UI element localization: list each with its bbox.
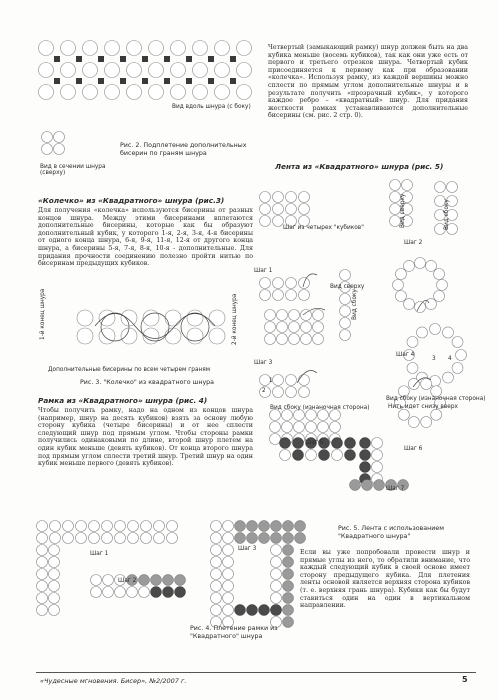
bead: [143, 310, 159, 326]
bead: [63, 521, 74, 532]
footer-rule: [36, 672, 476, 673]
bead: [211, 581, 222, 592]
bead: [280, 438, 291, 449]
bead: [260, 290, 271, 301]
bead: [398, 409, 409, 420]
fig2-label-section: Вид в сечении шнура (сверху): [40, 164, 106, 176]
bead: [39, 41, 54, 56]
bead: [283, 545, 294, 556]
bead: [105, 63, 120, 78]
fig5-side-view2: Вид сбоку: [352, 289, 358, 320]
bead: [426, 260, 437, 271]
bead: [237, 41, 252, 56]
bead: [223, 545, 234, 556]
bead: [408, 417, 419, 428]
bead: [273, 216, 284, 227]
bead: [223, 593, 234, 604]
bead: [271, 593, 282, 604]
bead: [332, 450, 343, 461]
bead: [299, 290, 310, 301]
bead: [91, 575, 102, 586]
bead: [404, 299, 415, 310]
bead: [237, 85, 252, 100]
bead: [340, 294, 351, 305]
frame-heading: Рамка из «Квадратного» шнура (рис. 4): [38, 396, 208, 405]
bead: [175, 587, 186, 598]
bead: [149, 85, 164, 100]
bead: [211, 593, 222, 604]
bead: [259, 605, 270, 616]
bead: [103, 575, 114, 586]
bead: [434, 291, 445, 302]
right-top-text: Четвертый (замыкающий рамку) шнур должен быть на два кубика меньше (восемь кубиков), так как они уже есть от первого и третьего отрезков шнура. Четвертый кубик присоединяется к первому как при образовании «колечка». Используя рамку, из каждой вершины можно сплести по прямым углом дополнительные шнуры и в результате получить «прозрачный кубик», у которого каждое ребро – «квадратный» шнур. Для придания жесткости рамках устанавливаются дополнительные бисерины (см. рис. 2 стр. 0).: [268, 44, 468, 120]
extra-bead: [186, 78, 192, 84]
bead: [193, 63, 208, 78]
bead: [141, 533, 152, 544]
bead: [260, 278, 271, 289]
bead: [390, 192, 401, 203]
bead: [37, 593, 48, 604]
bead: [215, 85, 230, 100]
bead: [154, 521, 165, 532]
fig3-caption: Рис. 3. "Колечко" из квадратного шнура: [80, 379, 215, 386]
bead: [408, 378, 419, 389]
bead: [299, 204, 310, 215]
bead: [127, 85, 142, 100]
bead: [273, 375, 284, 386]
extra-bead: [54, 78, 60, 84]
fig2-label-along: Вид вдоль шнура (с боку): [172, 104, 251, 110]
bead: [294, 410, 305, 421]
bead: [306, 450, 317, 461]
fig2-section: [40, 130, 70, 160]
fig5-side-view: Вид сбоку: [444, 199, 450, 230]
bead: [443, 372, 454, 383]
bead: [91, 587, 102, 598]
bead: [273, 290, 284, 301]
extra-bead: [76, 56, 82, 62]
bead: [402, 180, 413, 191]
bead: [49, 605, 60, 616]
fig5-step1: Шаг 1: [254, 268, 273, 274]
bead: [209, 328, 225, 344]
fig2-bead-grid: [38, 40, 268, 130]
bead: [271, 545, 282, 556]
bead: [63, 533, 74, 544]
fig3-label-extra: Дополнительные бисерины по всем четырем граням: [48, 367, 211, 373]
bead: [345, 438, 356, 449]
bead: [61, 63, 76, 78]
bead: [340, 330, 351, 341]
bead: [121, 328, 137, 344]
bead: [306, 422, 317, 433]
bead: [313, 334, 324, 345]
fig5-n1: 1: [269, 378, 273, 384]
bead: [50, 533, 61, 544]
bead: [128, 521, 139, 532]
bead: [175, 575, 186, 586]
bead: [103, 587, 114, 598]
bead: [270, 410, 281, 421]
bead: [286, 387, 297, 398]
extra-bead: [120, 78, 126, 84]
bead: [223, 605, 234, 616]
bead: [187, 310, 203, 326]
bead: [289, 334, 300, 345]
bead: [163, 575, 174, 586]
bead: [61, 85, 76, 100]
extra-bead: [164, 78, 170, 84]
fig5-n4: 4: [448, 356, 452, 362]
fig3-label-end2: 2-й конец шнура: [232, 293, 238, 345]
bead: [289, 310, 300, 321]
fig2-caption: Рис. 2. Подплетение дополнительных бисерин по граням шнура: [120, 142, 247, 157]
bead: [37, 605, 48, 616]
extra-bead: [208, 78, 214, 84]
bead: [209, 310, 225, 326]
bead: [167, 533, 178, 544]
fig5-top-view: Вид сверху: [400, 193, 406, 228]
fig4-step3: Шаг 3: [238, 546, 257, 552]
fig5-step4: Шаг 4: [396, 352, 415, 358]
bead: [165, 310, 181, 326]
bead: [404, 260, 415, 271]
bead: [235, 605, 246, 616]
bead: [211, 545, 222, 556]
bead: [286, 204, 297, 215]
bead: [171, 41, 186, 56]
bead: [127, 41, 142, 56]
bead: [390, 216, 401, 227]
bead: [431, 409, 442, 420]
tape-body: Если вы уже попробовали провести шнур и прямые углы из него, то обратили внимание, что каждый следующий кубик в своей основе имеет сторону предыдущего кубика. Для плетения ленты основой является верхняя сторона кубиков (т. е. верхняя грань шнура). Кубики как бы будут ставиться один на один в вертикальном направлении.: [300, 549, 470, 610]
bead: [340, 306, 351, 317]
bead: [83, 85, 98, 100]
fig5-top-view2: Вид сверху: [330, 284, 365, 290]
fig5-step5: Шаг 5: [305, 440, 324, 446]
extra-bead: [142, 78, 148, 84]
bead: [415, 302, 426, 313]
bead: [77, 310, 93, 326]
page-number: 5: [462, 675, 468, 684]
bead: [395, 291, 406, 302]
bead: [421, 378, 432, 389]
bead: [273, 278, 284, 289]
bead: [270, 434, 281, 445]
fig5-step3: Шаг 3: [254, 360, 273, 366]
bead: [299, 387, 310, 398]
bead: [193, 41, 208, 56]
fig5-side-inner: Вид сбоку (изнаночная сторона): [270, 405, 370, 411]
bead: [345, 450, 356, 461]
bead: [127, 63, 142, 78]
bead: [83, 63, 98, 78]
bead: [407, 363, 418, 374]
bead: [139, 575, 150, 586]
fig5-n3: 3: [432, 356, 436, 362]
bead: [49, 545, 60, 556]
bead: [154, 533, 165, 544]
bead: [430, 324, 441, 335]
bead: [37, 533, 48, 544]
bead: [273, 192, 284, 203]
bead: [149, 41, 164, 56]
bead: [215, 41, 230, 56]
bead: [294, 422, 305, 433]
bead: [163, 587, 174, 598]
fig5-n2: 2: [262, 388, 266, 394]
bead: [452, 363, 463, 374]
bead: [102, 521, 113, 532]
bead: [280, 450, 291, 461]
bead: [141, 521, 152, 532]
bead: [167, 521, 178, 532]
bead: [372, 462, 383, 473]
extra-bead: [142, 56, 148, 62]
fig5-step7: Шаг 7: [386, 486, 405, 492]
bead: [265, 322, 276, 333]
bead: [211, 605, 222, 616]
bead: [151, 587, 162, 598]
bead: [360, 450, 371, 461]
bead: [37, 557, 48, 568]
fig3-label-end1: 1-й конец шнура: [40, 288, 46, 340]
bead: [211, 557, 222, 568]
bead: [293, 438, 304, 449]
bead: [105, 41, 120, 56]
bead: [171, 85, 186, 100]
bead: [318, 410, 329, 421]
bead: [435, 182, 446, 193]
bead: [340, 270, 351, 281]
bead: [270, 422, 281, 433]
bead: [374, 480, 385, 491]
ring-body: Для получения «колечка» используются бисерины от разных концов шнура. Между этими бисеринами вплетаются дополнительные бисерины, которые как бы образуют дополнительный кубик, у которого 1-я, 2-я, 3-я, 4-я бисерины от одного конца шнура, 6-я, 9-я, 11-я, 12-я от другого конца шнура, а бисерины 5-я, 7-я, 8-я, 10-я - дополнительные. Для придания прочности соединению полезно пройти нитью по бисеринам предыдущих кубиков.: [38, 207, 253, 268]
bead: [39, 85, 54, 100]
bead: [434, 269, 445, 280]
bead: [318, 422, 329, 433]
fig5-thread-up: Нить идет снизу вверх: [388, 404, 458, 410]
bead: [362, 480, 373, 491]
bead: [139, 587, 150, 598]
bead: [61, 41, 76, 56]
bead: [277, 310, 288, 321]
bead: [193, 85, 208, 100]
fig5-caption: Рис. 5. Лента с использованием "Квадратного шнура": [338, 525, 444, 540]
bead: [49, 581, 60, 592]
bead: [421, 417, 432, 428]
bead: [426, 299, 437, 310]
bead: [76, 533, 87, 544]
bead: [39, 63, 54, 78]
fig4-diagram: [36, 520, 296, 640]
bead: [171, 63, 186, 78]
bead: [273, 387, 284, 398]
bead: [49, 557, 60, 568]
bead: [286, 375, 297, 386]
ring-heading: «Колечко» из «Квадратного» шнура (рис.3): [38, 196, 225, 205]
bead: [372, 438, 383, 449]
bead: [77, 328, 93, 344]
bead: [447, 182, 458, 193]
extra-bead: [76, 78, 82, 84]
bead: [223, 569, 234, 580]
bead: [237, 63, 252, 78]
bead: [211, 569, 222, 580]
bead: [265, 334, 276, 345]
bead: [360, 462, 371, 473]
bead: [313, 322, 324, 333]
extra-bead: [120, 56, 126, 62]
bead: [247, 605, 258, 616]
bead: [165, 328, 181, 344]
fig5-four-cubes: Шаг из четырех "кубиков": [283, 225, 364, 231]
bead: [151, 575, 162, 586]
bead: [271, 605, 282, 616]
bead: [115, 533, 126, 544]
bead: [282, 422, 293, 433]
footer-journal: «Чудесные мгновения. Бисер», №2/2007 г.: [40, 677, 187, 685]
bead: [306, 410, 317, 421]
bead: [223, 533, 234, 544]
bead: [415, 258, 426, 269]
bead: [299, 375, 310, 386]
bead: [215, 63, 230, 78]
extra-bead: [98, 78, 104, 84]
bead: [211, 521, 222, 532]
tape-heading: Лента из «Квадратного» шнура (рис. 5): [275, 162, 444, 171]
bead: [277, 334, 288, 345]
bead: [289, 322, 300, 333]
bead: [437, 280, 448, 291]
bead: [223, 521, 234, 532]
bead: [277, 322, 288, 333]
bead: [89, 533, 100, 544]
fig3-diagram: [75, 293, 245, 356]
bead: [330, 410, 341, 421]
bead: [452, 337, 463, 348]
bead: [282, 410, 293, 421]
extra-bead: [186, 56, 192, 62]
bead: [37, 545, 48, 556]
bead: [301, 322, 312, 333]
bead: [102, 533, 113, 544]
extra-bead: [230, 78, 236, 84]
fig4-step1: Шаг 1: [90, 551, 109, 557]
bead: [340, 318, 351, 329]
bead: [265, 310, 276, 321]
bead: [260, 192, 271, 203]
bead: [283, 557, 294, 568]
extra-bead: [164, 56, 170, 62]
bead: [49, 593, 60, 604]
bead: [121, 310, 137, 326]
bead: [105, 85, 120, 100]
bead: [49, 569, 60, 580]
bead: [283, 569, 294, 580]
bead: [395, 269, 406, 280]
bead: [83, 41, 98, 56]
bead: [443, 327, 454, 338]
bead: [127, 587, 138, 598]
bead: [50, 521, 61, 532]
fig5-step6: Шаг 6: [404, 446, 423, 452]
bead: [89, 521, 100, 532]
bead: [390, 180, 401, 191]
bead: [407, 337, 418, 348]
bead: [332, 438, 343, 449]
bead: [372, 450, 383, 461]
bead: [223, 581, 234, 592]
bead: [37, 569, 48, 580]
bead: [271, 557, 282, 568]
bead: [235, 533, 246, 544]
bead: [260, 216, 271, 227]
bead: [128, 533, 139, 544]
bead: [456, 350, 467, 361]
bead: [37, 521, 48, 532]
bead: [271, 581, 282, 592]
bead: [37, 581, 48, 592]
frame-body: Чтобы получить рамку, надо на одном из концов шнура (например, шнур на десять кубиков) взять за основу любую сторону кубика (четыре бисерины) и от нее сплести следующий шнур под прямым углом. Чтобы стороны рамки получились одинаковыми по длине, второй шнур плетем на один кубик меньше (девять кубиков). От конца второго шнура под прямым углом сплести третий шнур. Третий шнур на один кубик меньше первого (девять кубиков).: [38, 407, 253, 468]
bead: [390, 204, 401, 215]
bead: [360, 438, 371, 449]
bead: [271, 569, 282, 580]
extra-bead: [208, 56, 214, 62]
bead: [283, 605, 294, 616]
bead: [293, 450, 304, 461]
fig4-step2: Шаг 2: [118, 578, 137, 584]
bead: [283, 581, 294, 592]
bead: [187, 328, 203, 344]
extra-bead: [98, 56, 104, 62]
fig5-step2: Шаг 2: [404, 240, 423, 246]
bead: [235, 521, 246, 532]
bead: [417, 327, 428, 338]
bead: [301, 310, 312, 321]
bead: [115, 521, 126, 532]
bead: [115, 587, 126, 598]
bead: [299, 192, 310, 203]
bead: [211, 533, 222, 544]
fig5-side-inner2: Вид сбоку (изнаночная сторона): [386, 396, 486, 402]
bead: [301, 334, 312, 345]
bead: [260, 204, 271, 215]
extra-bead: [230, 56, 236, 62]
bead: [223, 557, 234, 568]
bead: [313, 310, 324, 321]
extra-bead: [54, 56, 60, 62]
bead: [76, 521, 87, 532]
bead: [286, 278, 297, 289]
bead: [273, 204, 284, 215]
bead: [319, 450, 330, 461]
bead: [286, 192, 297, 203]
bead: [330, 422, 341, 433]
bead: [286, 290, 297, 301]
fig4-caption: Рис. 4. Плетение рамки из "Квадратного" шнура: [190, 625, 278, 640]
bead: [149, 63, 164, 78]
bead: [350, 480, 361, 491]
bead: [393, 280, 404, 291]
bead: [283, 593, 294, 604]
